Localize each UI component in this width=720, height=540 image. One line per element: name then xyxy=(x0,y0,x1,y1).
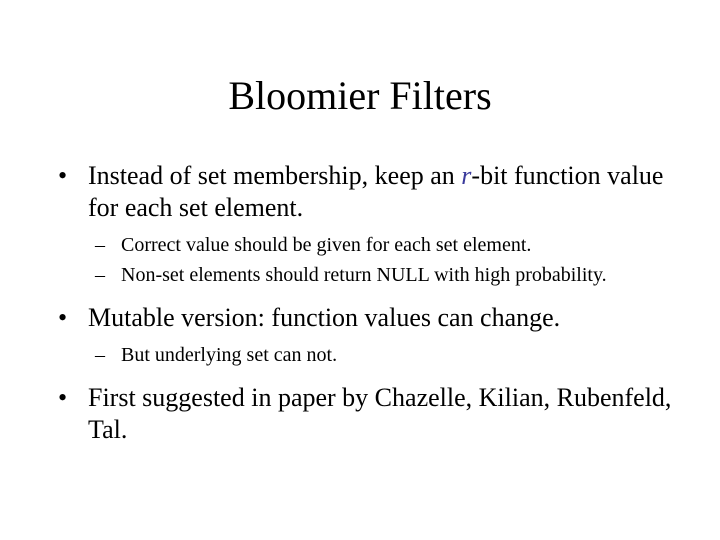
bullet-text: -bit function value for each set element. xyxy=(88,161,664,222)
bullet-list xyxy=(58,160,698,446)
bullet-marker: • xyxy=(58,383,68,412)
sub-bullet-item xyxy=(58,232,698,258)
slide-title: Bloomier Filters xyxy=(228,73,492,118)
bullet-text: Mutable version: function values can change. xyxy=(88,303,561,332)
sub-bullet-text: But underlying set can not. xyxy=(121,344,338,366)
sub-bullet-item xyxy=(58,262,698,288)
dash-marker: – xyxy=(95,264,105,286)
sub-bullet-item xyxy=(58,342,698,368)
bullet-marker: • xyxy=(58,161,68,190)
bullet-text: First suggested in paper by Chazelle, Kilian, Rubenfeld, Tal. xyxy=(88,383,672,444)
bullet-item xyxy=(58,160,698,224)
italic-variable: r xyxy=(461,161,472,190)
sub-bullet-text: Correct value should be given for each set element. xyxy=(121,234,532,256)
bullet-text: Instead of set membership, keep an xyxy=(88,161,462,190)
dash-marker: – xyxy=(95,234,105,256)
bullet-item xyxy=(58,382,698,446)
sub-bullet-text: Non-set elements should return NULL with high probability. xyxy=(121,264,607,286)
bullet-item xyxy=(58,302,698,334)
bullet-marker: • xyxy=(58,303,68,332)
dash-marker: – xyxy=(95,344,105,366)
